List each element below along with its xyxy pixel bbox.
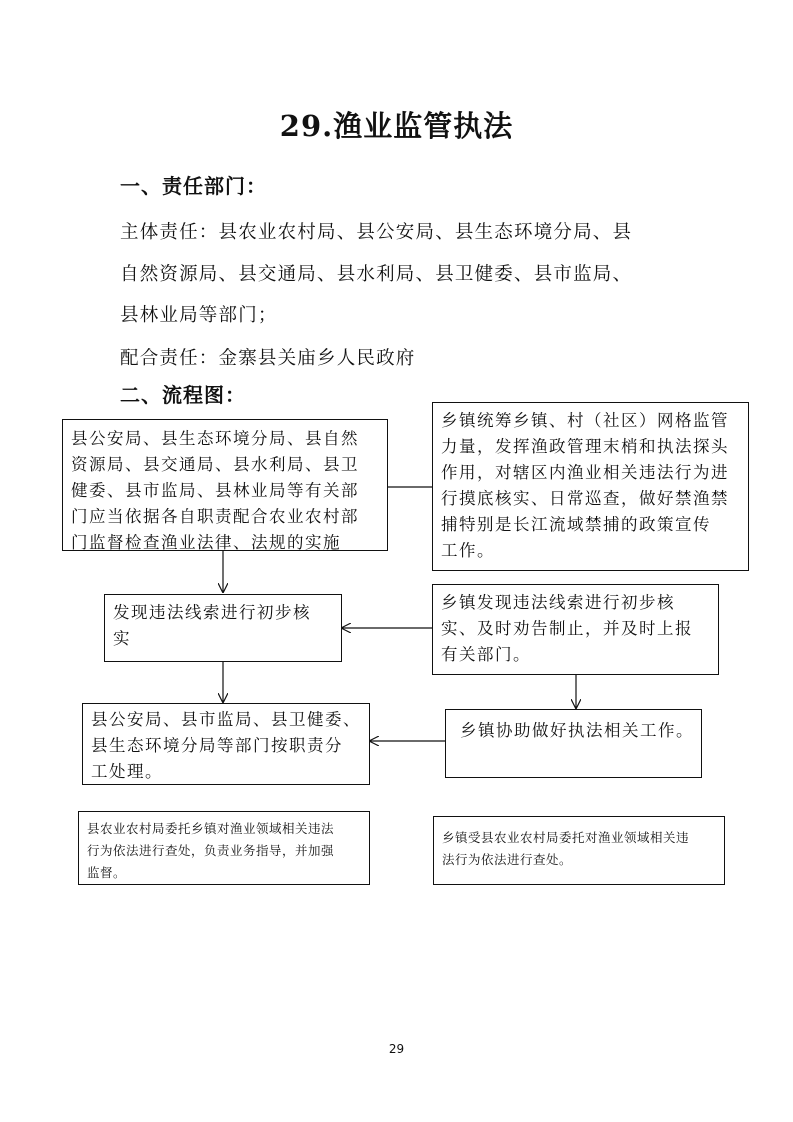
box-line: 县农业农村局委托乡镇对渔业领域相关违法 (87, 821, 335, 836)
box-line: 工处理。 (91, 762, 163, 781)
flow-box-departments-supervise (62, 419, 388, 551)
box-line: 力量，发挥渔政管理末梢和执法探头 (441, 437, 729, 456)
box-line: 乡镇受县农业农村局委托对渔业领域相关违 (442, 830, 690, 845)
flow-box-township-assist (445, 709, 702, 778)
page-title: 29.渔业监管执法 (279, 109, 514, 143)
box-line: 捕特别是长江流域禁捕的政策宣传 (441, 515, 711, 534)
flow-box-departments-handle (82, 703, 370, 785)
box-line: 行为依法进行查处，负责业务指导，并加强 (87, 843, 335, 858)
box-line: 工作。 (441, 541, 495, 560)
box-line: 县公安局、县生态环境分局、县自然 (71, 429, 359, 448)
main-responsibility-line-1: 主体责任：县农业农村局、县公安局、县生态环境分局、县 (120, 222, 633, 243)
cooperating-responsibility: 配合责任：金寨县关庙乡人民政府 (120, 348, 416, 369)
box-line: 有关部门。 (441, 645, 531, 664)
box-line: 健委、县市监局、县林业局等有关部 (71, 481, 359, 500)
flow-box-township-discover-report (432, 584, 719, 675)
flow-box-township-grid-supervision (432, 402, 749, 571)
box-line: 乡镇发现违法线索进行初步核 (441, 593, 675, 612)
flow-box-discover-clues (104, 594, 342, 662)
flow-box-entrust-township (78, 811, 370, 885)
section-heading-responsible-departments: 一、责任部门： (120, 174, 267, 198)
section-heading-flowchart: 二、流程图： (120, 383, 246, 407)
box-line: 县公安局、县市监局、县卫健委、 (91, 710, 361, 729)
box-line: 实、及时劝告制止，并及时上报 (441, 619, 693, 638)
box-line: 法行为依法进行查处。 (442, 852, 573, 867)
page-number: 29 (388, 1042, 405, 1056)
box-line: 县生态环境分局等部门按职责分 (91, 736, 343, 755)
main-responsibility-line-3: 县林业局等部门； (120, 305, 278, 326)
box-line: 作用，对辖区内渔业相关违法行为进 (441, 463, 729, 482)
box-line: 实 (113, 629, 131, 648)
main-responsibility-line-2: 自然资源局、县交通局、县水利局、县卫健委、县市监局、 (120, 264, 633, 285)
box-line: 门应当依据各自职责配合农业农村部 (71, 507, 359, 526)
box-line: 行摸底核实、日常巡查，做好禁渔禁 (441, 489, 729, 508)
box-line: 监督。 (87, 865, 127, 880)
box-line: 乡镇统筹乡镇、村（社区）网格监管 (441, 411, 729, 430)
box-line: 资源局、县交通局、县水利局、县卫 (71, 455, 359, 474)
box-line: 乡镇协助做好执法相关工作。 (460, 721, 694, 740)
box-line: 发现违法线索进行初步核 (113, 603, 311, 622)
box-line: 门监督检查渔业法律、法规的实施 (71, 533, 341, 552)
flow-box-township-entrusted (433, 816, 725, 885)
